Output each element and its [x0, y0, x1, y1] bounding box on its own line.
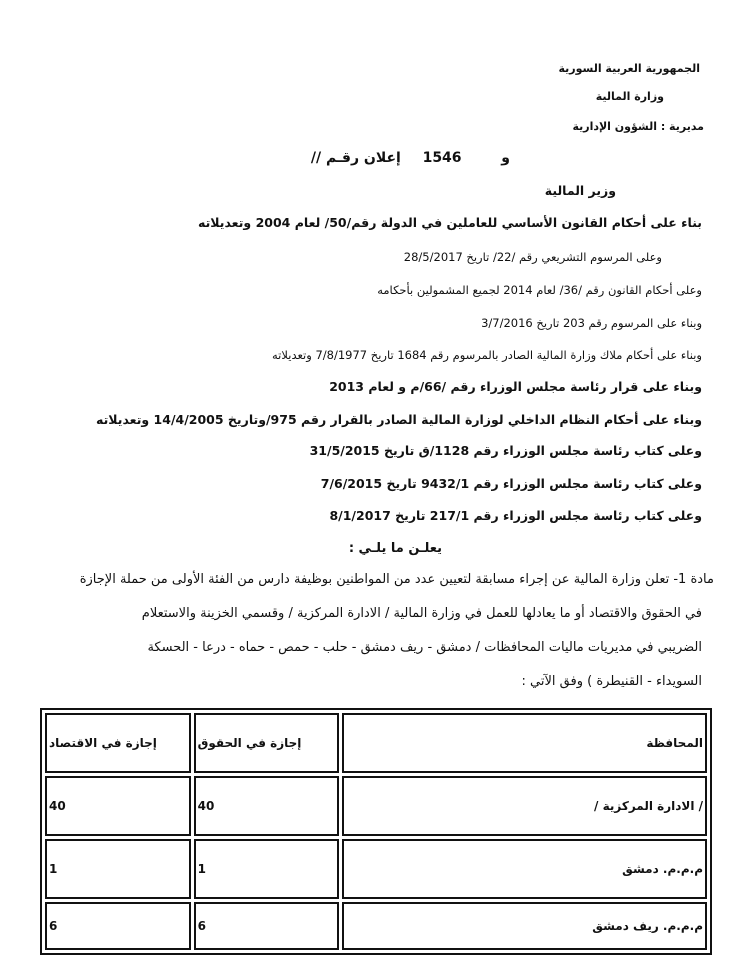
header-directorate: مديرية : الشؤون الإدارية: [572, 120, 704, 133]
table-row: [45, 776, 707, 836]
preamble-line: وعلى كتاب رئاسة مجلس الوزراء رقم 217/1 تاريخ 8/1/2017: [329, 508, 702, 523]
article-1-line: السويداء - القنيطرة ) وفق الآتي :: [521, 674, 702, 689]
row-economics-count: 6: [45, 902, 191, 950]
preamble-line: وعلى كتاب رئاسة مجلس الوزراء رقم 1128/ق تاريخ 31/5/2015: [309, 443, 702, 458]
declares-heading: يعلـن ما يلـي :: [348, 541, 442, 556]
row-governorate: / الادارة المركزية /: [342, 776, 707, 836]
preamble-line: وبناء على قرار رئاسة مجلس الوزراء رقم /66/م و لعام 2013: [329, 379, 702, 394]
article-1-line: في الحقوق والاقتصاد أو ما يعادلها للعمل في وزارة المالية / الادارة المركزية / وقسمي الخزينة والاستعلام: [141, 606, 702, 621]
header-governorate: المحافظة: [342, 713, 707, 773]
issuer-title: وزير المالية: [544, 183, 616, 198]
row-law-count: 40: [194, 776, 340, 836]
preamble-line: وبناء على أحكام النظام الداخلي لوزارة المالية الصادر بالقرار رقم 975/وتاريخ 14/4/2005 وتعديلاته: [95, 412, 702, 427]
preamble-line: وعلى كتاب رئاسة مجلس الوزراء رقم 9432/1 تاريخ 7/6/2015: [320, 476, 702, 491]
announcement-label: إعلان رقـم /: [316, 150, 401, 166]
row-economics-count: 1: [45, 839, 191, 899]
preamble-line: بناء على أحكام القانون الأساسي للعاملين في الدولة رقم/50/ لعام 2004 وتعديلاته: [198, 215, 702, 230]
preamble-line: وبناء على المرسوم رقم 203 تاريخ 3/7/2016: [481, 316, 702, 330]
row-economics-count: 40: [45, 776, 191, 836]
announcement-number: 1546: [422, 150, 462, 166]
row-governorate: م.م.م. ريف دمشق: [342, 902, 707, 950]
announcement-suffix: /و: [310, 150, 510, 166]
preamble-line: وبناء على أحكام ملاك وزارة المالية الصادر بالمرسوم رقم 1684 تاريخ 7/8/1977 وتعديلاته: [272, 348, 702, 362]
announcement-line: [311, 150, 510, 166]
header-law-degree: إجازة في الحقوق: [194, 713, 340, 773]
header-country: الجمهورية العربية السورية: [558, 62, 700, 75]
row-governorate: م.م.م. دمشق: [342, 839, 707, 899]
article-1-line: الضريبي في مديريات ماليات المحافظات / دمشق - ريف دمشق - حلب - حمص - حماه - درعا - الحسكة: [147, 640, 702, 655]
article-1-line: مادة 1- تعلن وزارة المالية عن إجراء مسابقة لتعيين عدد من المواطنين بوظيفة دارس من الفئة الأولى من حملة الإجازة: [79, 572, 714, 587]
row-law-count: 6: [194, 902, 340, 950]
header-economics-degree: إجازة في الاقتصاد: [45, 713, 191, 773]
table-row: [45, 902, 707, 950]
preamble-line: وعلى أحكام القانون رقم /36/ لعام 2014 لجميع المشمولين بأحكامه: [377, 283, 702, 297]
table-row: [45, 839, 707, 899]
row-law-count: 1: [194, 839, 340, 899]
positions-table: [40, 708, 712, 955]
preamble-line: وعلى المرسوم التشريعي رقم /22/ تاريخ 28/5/2017: [403, 250, 662, 264]
table-header-row: [45, 713, 707, 773]
header-ministry: وزارة المالية: [595, 90, 664, 103]
